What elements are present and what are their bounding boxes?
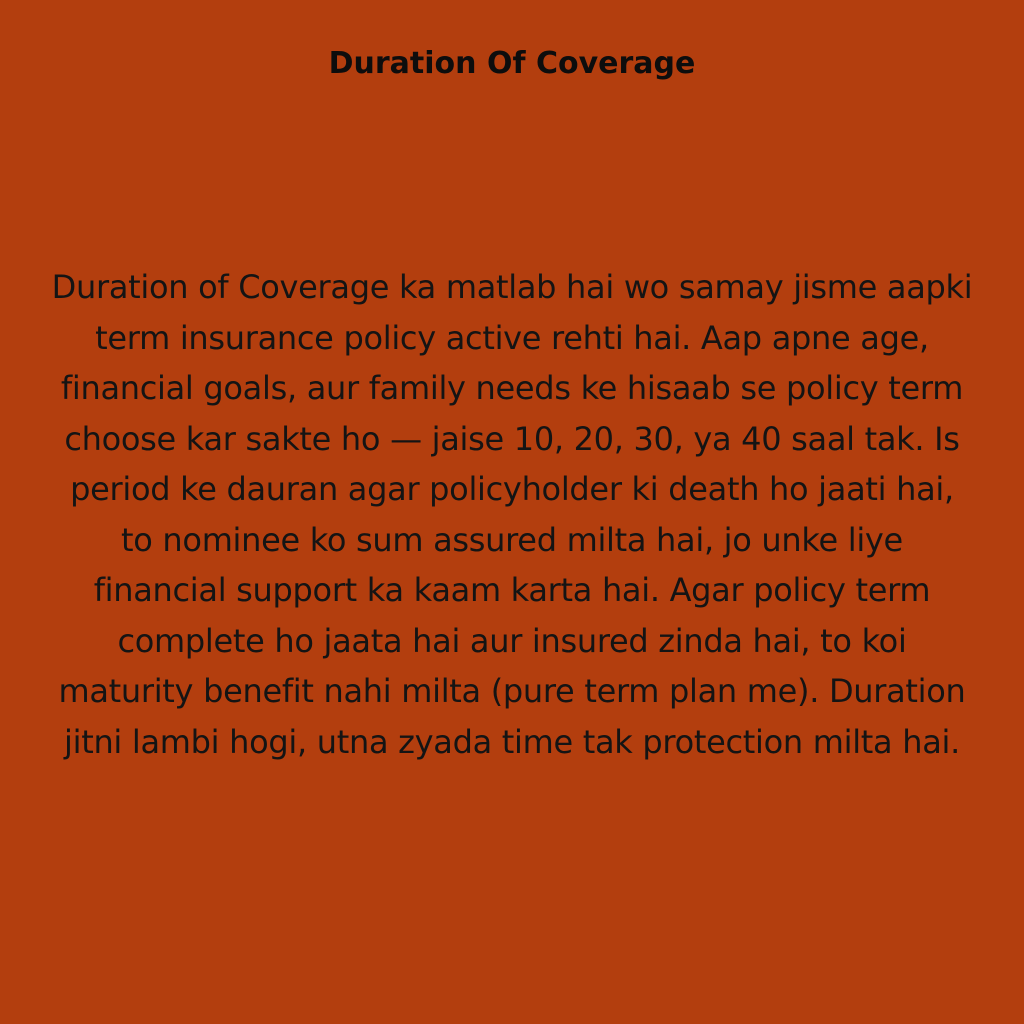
description-paragraph [12, 262, 1012, 767]
paragraph-line: financial goals, aur family needs ke hisaab se policy term [60, 369, 964, 407]
page-title: Duration Of Coverage [328, 46, 696, 81]
paragraph-line: Duration of Coverage ka matlab hai wo samay jisme aapki [51, 268, 973, 306]
paragraph-line: maturity benefit nahi milta (pure term plan me). Duration [58, 672, 966, 710]
paragraph-line: financial support ka kaam karta hai. Agar policy term [93, 571, 931, 609]
paragraph-line: complete ho jaata hai aur insured zinda hai, to koi [117, 621, 907, 660]
paragraph-line: to nominee ko sum assured milta hai, jo unke liye [121, 520, 903, 559]
paragraph-line: period ke dauran agar policyholder ki death ho jaati hai, [70, 470, 954, 508]
paragraph-line: term insurance policy active rehti hai. Aap apne age, [95, 318, 929, 357]
paragraph-line: jitni lambi hogi, utna zyada time tak protection milta hai. [64, 722, 960, 761]
paragraph-line: choose kar sakte ho — jaise 10, 20, 30, ya 40 saal tak. Is [64, 419, 960, 458]
